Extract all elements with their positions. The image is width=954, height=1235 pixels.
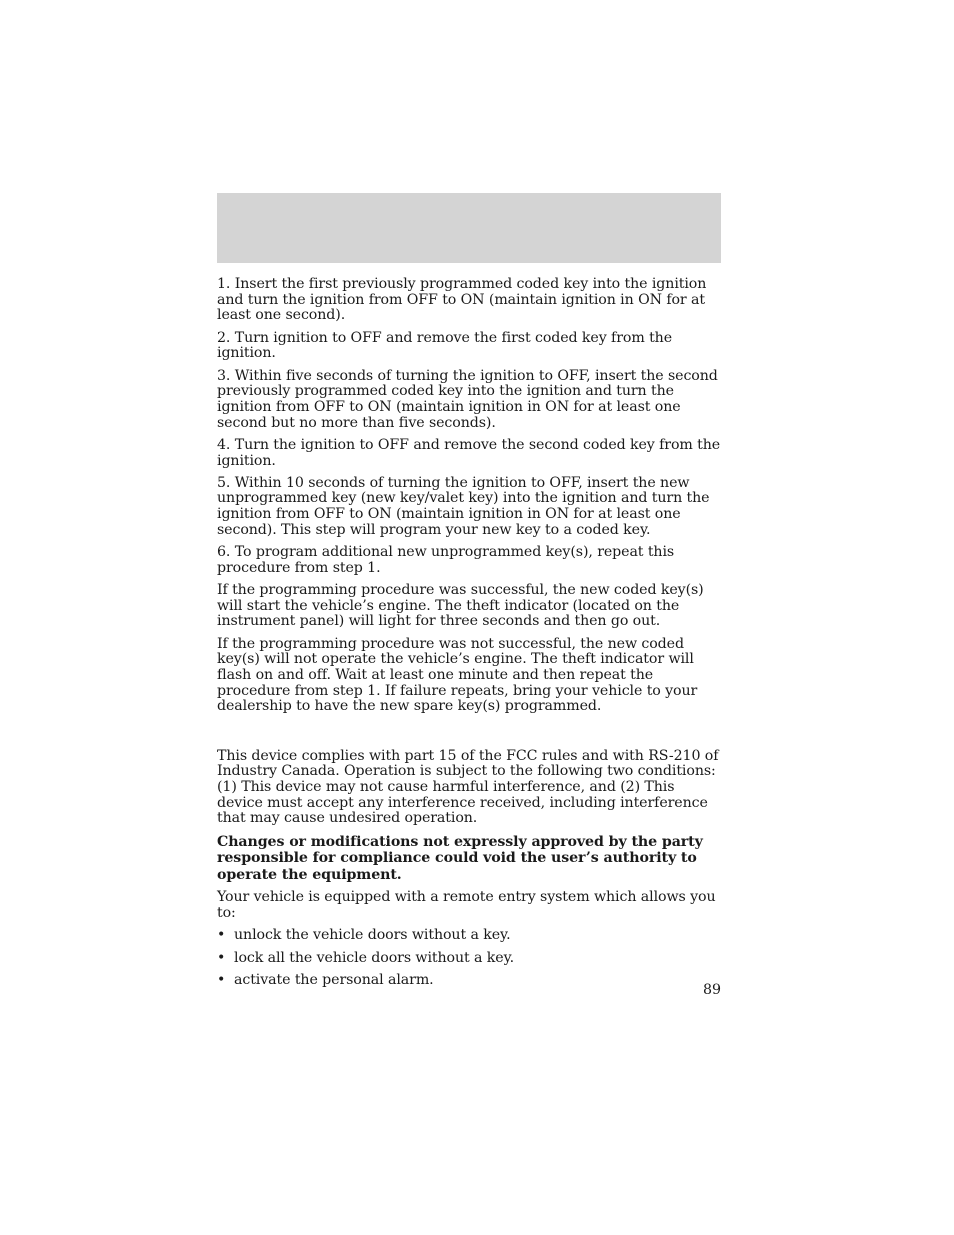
bullet-icon: • [217, 972, 226, 989]
list-item-text: unlock the vehicle doors without a key. [234, 927, 511, 944]
remote-features-list [217, 928, 721, 988]
bullet-icon: • [217, 949, 226, 966]
fcc-compliance-paragraph: This device complies with part 15 of the FCC rules and with RS-210 of Industry Canada. Operation is subject to the following two conditions: (1) This device may not cause harmful interference, and (2) This device must accept any interference received, including interference that may cause undesired operation. [217, 747, 719, 827]
section-gap [217, 722, 721, 749]
fcc-warning-paragraph: Changes or modifications not expressly approved by the party responsible for compliance could void the user’s authority to operate the equipment. [217, 833, 703, 884]
list-item [217, 973, 721, 989]
step-3: 3. Within five seconds of turning the ignition to OFF, insert the second previously programmed coded key into the ignition and turn the ignition from OFF to ON (maintain ignition in ON for at least one second but no more than five seconds). [217, 367, 718, 431]
section-header-band [217, 193, 721, 263]
step-1: 1. Insert the first previously programmed coded key into the ignition and turn the ignition from OFF to ON (maintain ignition in ON for at least one second). [217, 276, 707, 324]
step-5: 5. Within 10 seconds of turning the ignition to OFF, insert the new unprogrammed key (new key/valet key) into the ignition and turn the ignition from OFF to ON (maintain ignition in ON for at least one second). This step will program your new key to a coded key. [217, 474, 710, 538]
list-item-text: lock all the vehicle doors without a key. [234, 949, 515, 966]
list-item-text: activate the personal alarm. [234, 972, 434, 989]
step-6: 6. To program additional new unprogrammed key(s), repeat this procedure from step 1. [217, 544, 675, 576]
page-body [217, 277, 721, 996]
remote-entry-intro: Your vehicle is equipped with a remote entry system which allows you to: [217, 889, 716, 922]
list-item [217, 928, 721, 944]
step-4: 4. Turn the ignition to OFF and remove the second coded key from the ignition. [217, 436, 721, 469]
list-item [217, 951, 721, 967]
step-2: 2. Turn ignition to OFF and remove the first coded key from the ignition. [217, 329, 673, 362]
success-paragraph: If the programming procedure was successful, the new coded key(s) will start the vehicle’s engine. The theft indicator (located on the instrument panel) will light for three seconds and then go out. [217, 581, 704, 630]
failure-paragraph: If the programming procedure was not successful, the new coded key(s) will not operate the vehicle’s engine. The theft indicator will flash on and off. Wait at least one minute and then repeat the procedure from step 1. If failure repeats, bring your vehicle to your dealership to have the new spare key(s) programmed. [217, 635, 698, 715]
page-number: 89 [702, 982, 721, 998]
bullet-icon: • [217, 927, 226, 944]
